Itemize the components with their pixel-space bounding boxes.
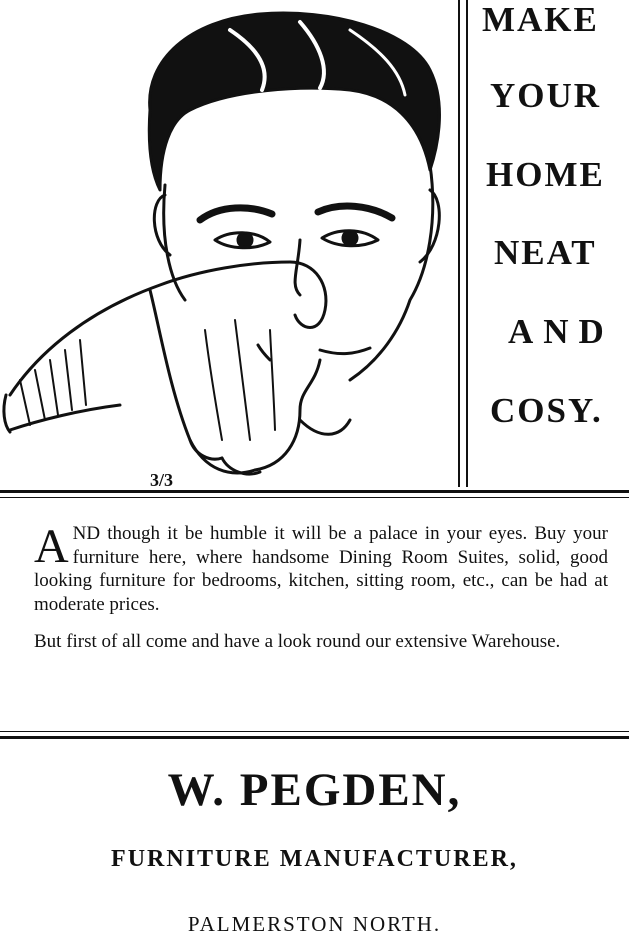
pointing-man-illustration [0,0,458,495]
slogan-line-4: NEAT [494,233,597,272]
slogan-line-1: MAKE [482,0,599,39]
slogan-line-3: HOME [486,155,605,194]
paragraph-1-text: ND though it be humble it will be a palace in your eyes. Buy your furniture here, where handsome Dining Room Suites, solid, good looking furniture for bedrooms, kitchen, sitting room, etc., can be had at moderate prices. [34,523,608,615]
advert-paragraph-1 [34,522,608,616]
business-trade: FURNITURE MANUFACTURER, [111,846,518,872]
vertical-divider-inner [466,0,468,487]
middle-rule [0,736,629,739]
advert-paragraph-2: But first of all come and have a look round our extensive Warehouse. [34,631,561,652]
slogan-line-5: AND [508,312,614,351]
business-name: W. PEGDEN, [167,764,462,816]
top-rule-thin [0,497,629,498]
drop-cap: A [34,520,69,573]
artist-signature: 3/3 [150,470,174,490]
business-location: PALMERSTON NORTH. [187,912,442,936]
slogan-line-2: YOUR [490,76,602,115]
advert-body [34,522,608,654]
top-rule [0,490,629,493]
vertical-divider [458,0,460,487]
middle-rule-thin [0,731,629,732]
pointing-man-drawing [0,0,458,495]
slogan-line-6: COSY. [490,391,603,430]
